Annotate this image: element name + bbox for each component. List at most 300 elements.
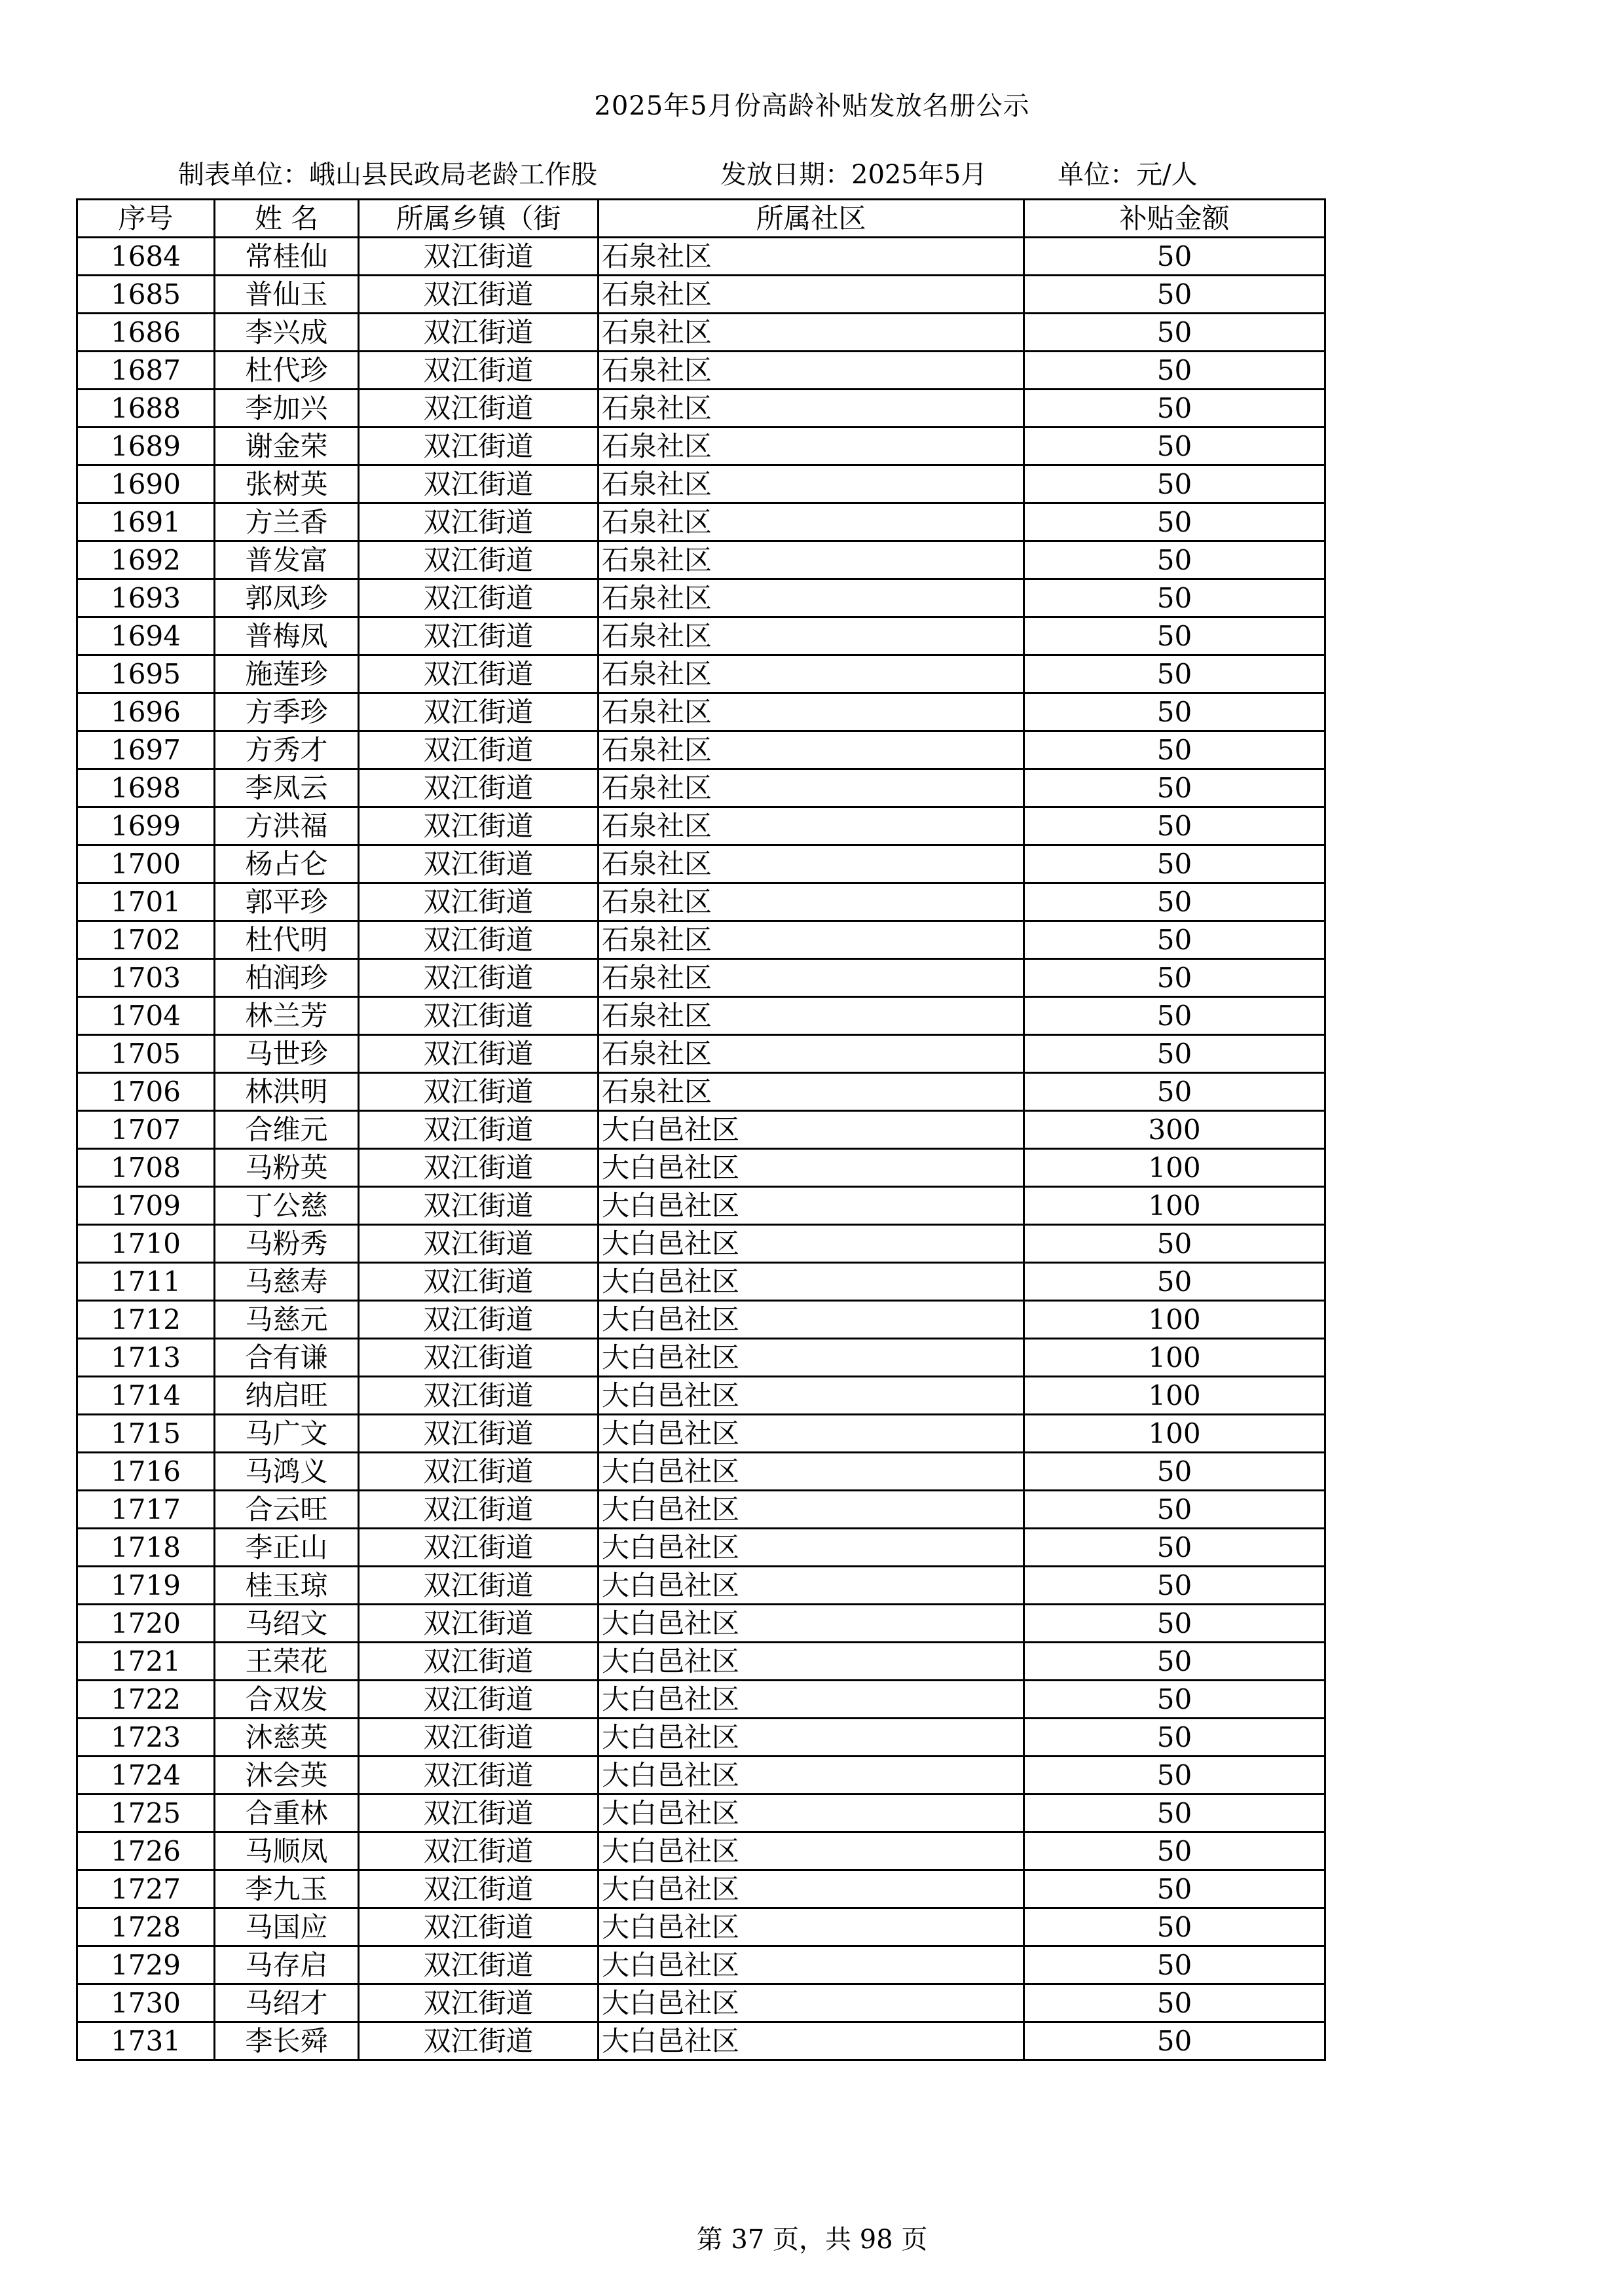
- community-cell: 石泉社区: [599, 845, 1024, 883]
- amount-cell: 100: [1024, 1415, 1325, 1453]
- col-header-name: 姓 名: [215, 200, 359, 238]
- name-cell: 沐慈英: [215, 1719, 359, 1757]
- table-row: [77, 238, 1325, 276]
- page-title: 2025年5月份高龄补贴发放名册公示: [594, 91, 1030, 121]
- township-cell: 双江街道: [359, 1149, 599, 1187]
- township-cell: 双江街道: [359, 1681, 599, 1719]
- amount-cell: 50: [1024, 807, 1325, 845]
- township-cell: 双江街道: [359, 1415, 599, 1453]
- table-row: [77, 352, 1325, 390]
- table-row: [77, 1719, 1325, 1757]
- township-cell: 双江街道: [359, 1225, 599, 1263]
- township-cell: 双江街道: [359, 1263, 599, 1301]
- amount-cell: 50: [1024, 1035, 1325, 1073]
- name-cell: 林兰芳: [215, 997, 359, 1035]
- community-cell: 大白邑社区: [599, 1415, 1024, 1453]
- amount-cell: 100: [1024, 1187, 1325, 1225]
- township-cell: 双江街道: [359, 1795, 599, 1832]
- amount-cell: 50: [1024, 959, 1325, 997]
- community-cell: 大白邑社区: [599, 1946, 1024, 1984]
- table-row: [77, 883, 1325, 921]
- serial-cell: 1707: [77, 1111, 215, 1149]
- amount-cell: 50: [1024, 579, 1325, 617]
- amount-cell: 50: [1024, 617, 1325, 655]
- table-row: [77, 1301, 1325, 1339]
- issuing-unit: 制表单位：峨山县民政局老龄工作股: [178, 160, 597, 190]
- serial-cell: 1694: [77, 617, 215, 655]
- amount-cell: 50: [1024, 845, 1325, 883]
- township-cell: 双江街道: [359, 541, 599, 579]
- township-cell: 双江街道: [359, 1757, 599, 1795]
- amount-cell: 300: [1024, 1111, 1325, 1149]
- community-cell: 石泉社区: [599, 238, 1024, 276]
- township-cell: 双江街道: [359, 807, 599, 845]
- township-cell: 双江街道: [359, 276, 599, 314]
- table-row: [77, 541, 1325, 579]
- serial-cell: 1684: [77, 238, 215, 276]
- table-row: [77, 997, 1325, 1035]
- township-cell: 双江街道: [359, 883, 599, 921]
- name-cell: 王荣花: [215, 1643, 359, 1681]
- amount-cell: 50: [1024, 921, 1325, 959]
- table-row: [77, 807, 1325, 845]
- community-cell: 石泉社区: [599, 579, 1024, 617]
- name-cell: 马鸿义: [215, 1453, 359, 1491]
- community-cell: 大白邑社区: [599, 1187, 1024, 1225]
- community-cell: 石泉社区: [599, 731, 1024, 769]
- serial-cell: 1712: [77, 1301, 215, 1339]
- name-cell: 马存启: [215, 1946, 359, 1984]
- township-cell: 双江街道: [359, 314, 599, 352]
- name-cell: 普发富: [215, 541, 359, 579]
- township-cell: 双江街道: [359, 1908, 599, 1946]
- page-footer: 第 37 页，共 98 页: [696, 2225, 928, 2255]
- serial-cell: 1686: [77, 314, 215, 352]
- township-cell: 双江街道: [359, 997, 599, 1035]
- community-cell: 大白邑社区: [599, 1908, 1024, 1946]
- township-cell: 双江街道: [359, 1529, 599, 1567]
- table-row: [77, 1908, 1325, 1946]
- amount-cell: 50: [1024, 883, 1325, 921]
- serial-cell: 1720: [77, 1605, 215, 1643]
- name-cell: 张树英: [215, 465, 359, 503]
- community-cell: 大白邑社区: [599, 1453, 1024, 1491]
- community-cell: 石泉社区: [599, 693, 1024, 731]
- serial-cell: 1688: [77, 390, 215, 428]
- name-cell: 柏润珍: [215, 959, 359, 997]
- township-cell: 双江街道: [359, 617, 599, 655]
- name-cell: 施莲珍: [215, 655, 359, 693]
- name-cell: 方季珍: [215, 693, 359, 731]
- amount-cell: 50: [1024, 238, 1325, 276]
- amount-cell: 100: [1024, 1377, 1325, 1415]
- serial-cell: 1714: [77, 1377, 215, 1415]
- community-cell: 石泉社区: [599, 769, 1024, 807]
- township-cell: 双江街道: [359, 1643, 599, 1681]
- township-cell: 双江街道: [359, 1984, 599, 2022]
- township-cell: 双江街道: [359, 428, 599, 465]
- amount-cell: 50: [1024, 1908, 1325, 1946]
- col-header-community: 所属社区: [599, 200, 1024, 238]
- amount-cell: 50: [1024, 352, 1325, 390]
- township-cell: 双江街道: [359, 2022, 599, 2060]
- amount-cell: 50: [1024, 428, 1325, 465]
- amount-cell: 50: [1024, 1453, 1325, 1491]
- amount-cell: 50: [1024, 997, 1325, 1035]
- table-row: [77, 1073, 1325, 1111]
- table-row: [77, 1870, 1325, 1908]
- serial-cell: 1724: [77, 1757, 215, 1795]
- amount-unit: 单位：元/人: [1058, 160, 1198, 190]
- community-cell: 大白邑社区: [599, 1339, 1024, 1377]
- serial-cell: 1716: [77, 1453, 215, 1491]
- serial-cell: 1700: [77, 845, 215, 883]
- amount-cell: 50: [1024, 541, 1325, 579]
- name-cell: 马绍文: [215, 1605, 359, 1643]
- amount-cell: 50: [1024, 655, 1325, 693]
- community-cell: 石泉社区: [599, 997, 1024, 1035]
- community-cell: 石泉社区: [599, 883, 1024, 921]
- table-row: [77, 1415, 1325, 1453]
- community-cell: 大白邑社区: [599, 1643, 1024, 1681]
- township-cell: 双江街道: [359, 579, 599, 617]
- name-cell: 李九玉: [215, 1870, 359, 1908]
- township-cell: 双江街道: [359, 503, 599, 541]
- name-cell: 杨占仑: [215, 845, 359, 883]
- table-row: [77, 769, 1325, 807]
- community-cell: 石泉社区: [599, 390, 1024, 428]
- name-cell: 杜代明: [215, 921, 359, 959]
- township-cell: 双江街道: [359, 1832, 599, 1870]
- amount-cell: 50: [1024, 1757, 1325, 1795]
- community-cell: 大白邑社区: [599, 1832, 1024, 1870]
- community-cell: 石泉社区: [599, 921, 1024, 959]
- community-cell: 石泉社区: [599, 1073, 1024, 1111]
- col-header-township: 所属乡镇（街: [359, 200, 599, 238]
- table-row: [77, 390, 1325, 428]
- amount-cell: 50: [1024, 1984, 1325, 2022]
- community-cell: 大白邑社区: [599, 1605, 1024, 1643]
- amount-cell: 50: [1024, 1225, 1325, 1263]
- township-cell: 双江街道: [359, 845, 599, 883]
- table-header-row: [77, 200, 1325, 238]
- name-cell: 马慈寿: [215, 1263, 359, 1301]
- serial-cell: 1703: [77, 959, 215, 997]
- township-cell: 双江街道: [359, 1187, 599, 1225]
- township-cell: 双江街道: [359, 1870, 599, 1908]
- serial-cell: 1726: [77, 1832, 215, 1870]
- name-cell: 李加兴: [215, 390, 359, 428]
- amount-cell: 50: [1024, 1529, 1325, 1567]
- township-cell: 双江街道: [359, 1339, 599, 1377]
- serial-cell: 1687: [77, 352, 215, 390]
- table-body: [77, 238, 1325, 2060]
- serial-cell: 1685: [77, 276, 215, 314]
- community-cell: 大白邑社区: [599, 1567, 1024, 1605]
- table-row: [77, 1984, 1325, 2022]
- table-row: [77, 503, 1325, 541]
- table-row: [77, 465, 1325, 503]
- community-cell: 石泉社区: [599, 959, 1024, 997]
- amount-cell: 50: [1024, 1263, 1325, 1301]
- amount-cell: 100: [1024, 1149, 1325, 1187]
- serial-cell: 1708: [77, 1149, 215, 1187]
- amount-cell: 100: [1024, 1301, 1325, 1339]
- serial-cell: 1699: [77, 807, 215, 845]
- township-cell: 双江街道: [359, 1377, 599, 1415]
- name-cell: 方秀才: [215, 731, 359, 769]
- amount-cell: 50: [1024, 1832, 1325, 1870]
- serial-cell: 1728: [77, 1908, 215, 1946]
- serial-cell: 1723: [77, 1719, 215, 1757]
- community-cell: 石泉社区: [599, 314, 1024, 352]
- community-cell: 石泉社区: [599, 541, 1024, 579]
- serial-cell: 1692: [77, 541, 215, 579]
- amount-cell: 50: [1024, 693, 1325, 731]
- table-row: [77, 1491, 1325, 1529]
- amount-cell: 50: [1024, 1795, 1325, 1832]
- name-cell: 纳启旺: [215, 1377, 359, 1415]
- table-row: [77, 1035, 1325, 1073]
- table-row: [77, 959, 1325, 997]
- name-cell: 李正山: [215, 1529, 359, 1567]
- name-cell: 郭平珍: [215, 883, 359, 921]
- community-cell: 石泉社区: [599, 465, 1024, 503]
- name-cell: 方兰香: [215, 503, 359, 541]
- table-row: [77, 617, 1325, 655]
- name-cell: 马国应: [215, 1908, 359, 1946]
- subsidy-roster-table: [76, 198, 1326, 2061]
- name-cell: 林洪明: [215, 1073, 359, 1111]
- serial-cell: 1729: [77, 1946, 215, 1984]
- community-cell: 石泉社区: [599, 276, 1024, 314]
- serial-cell: 1709: [77, 1187, 215, 1225]
- name-cell: 沐会英: [215, 1757, 359, 1795]
- table-row: [77, 1795, 1325, 1832]
- table-row: [77, 314, 1325, 352]
- table-row: [77, 1225, 1325, 1263]
- community-cell: 石泉社区: [599, 352, 1024, 390]
- community-cell: 大白邑社区: [599, 1111, 1024, 1149]
- amount-cell: 50: [1024, 1491, 1325, 1529]
- name-cell: 杜代珍: [215, 352, 359, 390]
- township-cell: 双江街道: [359, 352, 599, 390]
- table-row: [77, 921, 1325, 959]
- amount-cell: 50: [1024, 465, 1325, 503]
- table-row: [77, 276, 1325, 314]
- township-cell: 双江街道: [359, 731, 599, 769]
- community-cell: 大白邑社区: [599, 1149, 1024, 1187]
- serial-cell: 1710: [77, 1225, 215, 1263]
- township-cell: 双江街道: [359, 1453, 599, 1491]
- name-cell: 合有谦: [215, 1339, 359, 1377]
- amount-cell: 50: [1024, 503, 1325, 541]
- serial-cell: 1719: [77, 1567, 215, 1605]
- serial-cell: 1698: [77, 769, 215, 807]
- township-cell: 双江街道: [359, 959, 599, 997]
- table-row: [77, 1567, 1325, 1605]
- table-row: [77, 731, 1325, 769]
- name-cell: 马粉英: [215, 1149, 359, 1187]
- township-cell: 双江街道: [359, 465, 599, 503]
- table-row: [77, 1187, 1325, 1225]
- serial-cell: 1705: [77, 1035, 215, 1073]
- serial-cell: 1727: [77, 1870, 215, 1908]
- serial-cell: 1702: [77, 921, 215, 959]
- township-cell: 双江街道: [359, 1946, 599, 1984]
- township-cell: 双江街道: [359, 921, 599, 959]
- serial-cell: 1689: [77, 428, 215, 465]
- table-row: [77, 1339, 1325, 1377]
- amount-cell: 50: [1024, 1567, 1325, 1605]
- name-cell: 普梅凤: [215, 617, 359, 655]
- community-cell: 石泉社区: [599, 428, 1024, 465]
- table-row: [77, 1946, 1325, 1984]
- community-cell: 大白邑社区: [599, 1301, 1024, 1339]
- name-cell: 马慈元: [215, 1301, 359, 1339]
- serial-cell: 1717: [77, 1491, 215, 1529]
- table-row: [77, 1757, 1325, 1795]
- community-cell: 大白邑社区: [599, 1491, 1024, 1529]
- amount-cell: 50: [1024, 276, 1325, 314]
- issue-date: 发放日期：2025年5月: [720, 160, 987, 190]
- table-row: [77, 693, 1325, 731]
- community-cell: 大白邑社区: [599, 1377, 1024, 1415]
- col-header-amount: 补贴金额: [1024, 200, 1325, 238]
- serial-cell: 1691: [77, 503, 215, 541]
- table-row: [77, 1263, 1325, 1301]
- amount-cell: 100: [1024, 1339, 1325, 1377]
- amount-cell: 50: [1024, 1643, 1325, 1681]
- amount-cell: 50: [1024, 731, 1325, 769]
- amount-cell: 50: [1024, 2022, 1325, 2060]
- table-row: [77, 1149, 1325, 1187]
- table-row: [77, 1832, 1325, 1870]
- serial-cell: 1718: [77, 1529, 215, 1567]
- township-cell: 双江街道: [359, 1719, 599, 1757]
- township-cell: 双江街道: [359, 1111, 599, 1149]
- table-row: [77, 2022, 1325, 2060]
- amount-cell: 50: [1024, 769, 1325, 807]
- township-cell: 双江街道: [359, 1301, 599, 1339]
- community-cell: 大白邑社区: [599, 2022, 1024, 2060]
- name-cell: 郭凤珍: [215, 579, 359, 617]
- amount-cell: 50: [1024, 1719, 1325, 1757]
- serial-cell: 1690: [77, 465, 215, 503]
- community-cell: 大白邑社区: [599, 1681, 1024, 1719]
- community-cell: 大白邑社区: [599, 1795, 1024, 1832]
- serial-cell: 1704: [77, 997, 215, 1035]
- name-cell: 合维元: [215, 1111, 359, 1149]
- community-cell: 石泉社区: [599, 807, 1024, 845]
- table-row: [77, 1111, 1325, 1149]
- serial-cell: 1693: [77, 579, 215, 617]
- township-cell: 双江街道: [359, 1605, 599, 1643]
- serial-cell: 1731: [77, 2022, 215, 2060]
- township-cell: 双江街道: [359, 238, 599, 276]
- table-row: [77, 1605, 1325, 1643]
- name-cell: 李长舜: [215, 2022, 359, 2060]
- table-row: [77, 1377, 1325, 1415]
- community-cell: 大白邑社区: [599, 1719, 1024, 1757]
- table-row: [77, 1529, 1325, 1567]
- community-cell: 大白邑社区: [599, 1757, 1024, 1795]
- serial-cell: 1697: [77, 731, 215, 769]
- name-cell: 合重林: [215, 1795, 359, 1832]
- township-cell: 双江街道: [359, 655, 599, 693]
- name-cell: 李凤云: [215, 769, 359, 807]
- amount-cell: 50: [1024, 1946, 1325, 1984]
- serial-cell: 1701: [77, 883, 215, 921]
- township-cell: 双江街道: [359, 390, 599, 428]
- amount-cell: 50: [1024, 1681, 1325, 1719]
- name-cell: 桂玉琼: [215, 1567, 359, 1605]
- amount-cell: 50: [1024, 390, 1325, 428]
- name-cell: 马粉秀: [215, 1225, 359, 1263]
- name-cell: 马广文: [215, 1415, 359, 1453]
- community-cell: 大白邑社区: [599, 1984, 1024, 2022]
- name-cell: 普仙玉: [215, 276, 359, 314]
- community-cell: 石泉社区: [599, 617, 1024, 655]
- township-cell: 双江街道: [359, 1567, 599, 1605]
- community-cell: 大白邑社区: [599, 1529, 1024, 1567]
- name-cell: 丁公慈: [215, 1187, 359, 1225]
- name-cell: 马绍才: [215, 1984, 359, 2022]
- township-cell: 双江街道: [359, 1073, 599, 1111]
- amount-cell: 50: [1024, 1605, 1325, 1643]
- name-cell: 合双发: [215, 1681, 359, 1719]
- name-cell: 马顺凤: [215, 1832, 359, 1870]
- community-cell: 石泉社区: [599, 655, 1024, 693]
- serial-cell: 1706: [77, 1073, 215, 1111]
- amount-cell: 50: [1024, 314, 1325, 352]
- community-cell: 石泉社区: [599, 503, 1024, 541]
- name-cell: 谢金荣: [215, 428, 359, 465]
- table-row: [77, 1643, 1325, 1681]
- table-row: [77, 579, 1325, 617]
- table-row: [77, 655, 1325, 693]
- serial-cell: 1711: [77, 1263, 215, 1301]
- township-cell: 双江街道: [359, 769, 599, 807]
- name-cell: 常桂仙: [215, 238, 359, 276]
- name-cell: 马世珍: [215, 1035, 359, 1073]
- community-cell: 石泉社区: [599, 1035, 1024, 1073]
- community-cell: 大白邑社区: [599, 1225, 1024, 1263]
- community-cell: 大白邑社区: [599, 1870, 1024, 1908]
- table-row: [77, 1681, 1325, 1719]
- serial-cell: 1695: [77, 655, 215, 693]
- township-cell: 双江街道: [359, 693, 599, 731]
- amount-cell: 50: [1024, 1870, 1325, 1908]
- table-row: [77, 845, 1325, 883]
- township-cell: 双江街道: [359, 1035, 599, 1073]
- serial-cell: 1715: [77, 1415, 215, 1453]
- serial-cell: 1722: [77, 1681, 215, 1719]
- table-row: [77, 1453, 1325, 1491]
- serial-cell: 1721: [77, 1643, 215, 1681]
- serial-cell: 1696: [77, 693, 215, 731]
- name-cell: 方洪福: [215, 807, 359, 845]
- name-cell: 李兴成: [215, 314, 359, 352]
- name-cell: 合云旺: [215, 1491, 359, 1529]
- serial-cell: 1725: [77, 1795, 215, 1832]
- amount-cell: 50: [1024, 1073, 1325, 1111]
- township-cell: 双江街道: [359, 1491, 599, 1529]
- serial-cell: 1713: [77, 1339, 215, 1377]
- col-header-serial: 序号: [77, 200, 215, 238]
- table-row: [77, 428, 1325, 465]
- community-cell: 大白邑社区: [599, 1263, 1024, 1301]
